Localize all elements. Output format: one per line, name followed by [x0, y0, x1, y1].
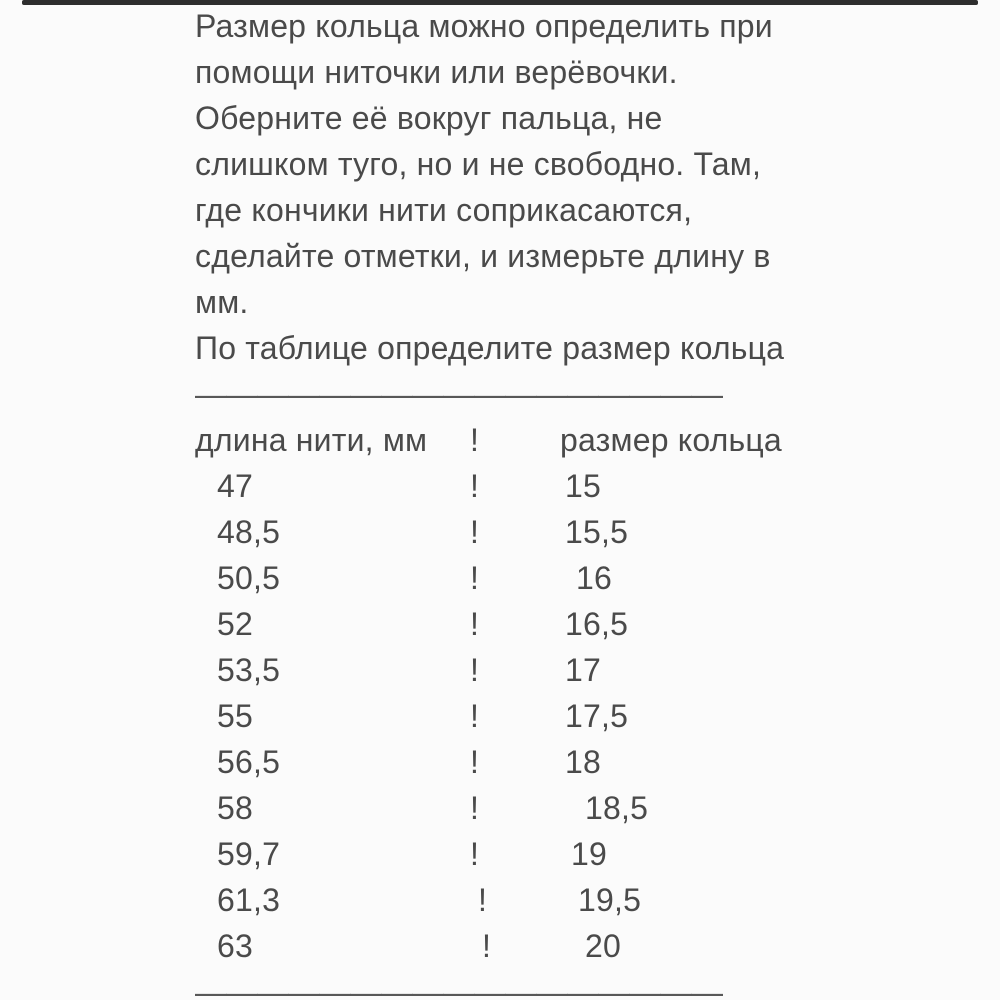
table-row: [195, 555, 955, 601]
separator-mark: !: [470, 836, 480, 872]
table-header-row: [195, 417, 955, 463]
paragraph-line: По таблице определите размер кольца: [195, 330, 785, 366]
table-row: [195, 647, 955, 693]
paragraph-line: слишком туго, но и не свободно. Там,: [195, 146, 762, 182]
separator-mark: !: [470, 744, 480, 780]
header-separator-mark: !: [470, 422, 480, 458]
ring-size-value: 15: [565, 468, 601, 504]
separator-mark: !: [470, 652, 480, 688]
paragraph-line: сделайте отметки, и измерьте длину в: [195, 238, 771, 274]
content-column: [195, 3, 955, 1000]
table-row: [195, 739, 955, 785]
thread-length-value: 50,5: [217, 560, 281, 596]
table-row: [195, 693, 955, 739]
ring-size-value: 16: [576, 560, 612, 596]
paragraph-line: помощи ниточки или верёвочки.: [195, 54, 678, 90]
thread-length-value: 47: [217, 468, 253, 504]
table-row: [195, 509, 955, 555]
table-row: [195, 463, 955, 509]
separator-mark: !: [470, 514, 480, 550]
separator-mark: !: [478, 882, 488, 918]
separator-mark: !: [470, 698, 480, 734]
table-row: [195, 601, 955, 647]
table-row: [195, 877, 955, 923]
ring-size-value: 20: [585, 928, 621, 964]
thread-length-value: 63: [217, 928, 253, 964]
column-header-thread-length: длина нити, мм: [195, 422, 428, 458]
ring-size-value: 16,5: [565, 606, 629, 642]
thread-length-value: 52: [217, 606, 253, 642]
table-row: [195, 923, 955, 969]
table-bottom-divider: —————————————————: [195, 974, 722, 1000]
column-header-ring-size: размер кольца: [560, 422, 782, 458]
ring-size-value: 18: [565, 744, 601, 780]
thread-length-value: 53,5: [217, 652, 281, 688]
separator-mark: !: [470, 790, 480, 826]
paragraph-line: где кончики нити соприкасаются,: [195, 192, 693, 228]
separator-mark: !: [482, 928, 492, 964]
ring-size-value: 17,5: [565, 698, 629, 734]
separator-mark: !: [470, 468, 480, 504]
thread-length-value: 59,7: [217, 836, 281, 872]
paragraph-line: Размер кольца можно определить при: [195, 8, 773, 44]
table-row: [195, 785, 955, 831]
thread-length-value: 58: [217, 790, 253, 826]
ring-size-value: 19,5: [578, 882, 642, 918]
thread-length-value: 56,5: [217, 744, 281, 780]
paragraph-line: мм.: [195, 284, 249, 320]
separator-mark: !: [470, 560, 480, 596]
ring-size-value: 17: [565, 652, 601, 688]
ring-size-value: 18,5: [585, 790, 649, 826]
ring-size-value: 15,5: [565, 514, 629, 550]
ring-size-value: 19: [571, 836, 607, 872]
table-row: [195, 831, 955, 877]
thread-length-value: 61,3: [217, 882, 281, 918]
thread-length-value: 48,5: [217, 514, 281, 550]
paragraph-line: Оберните её вокруг пальца, не: [195, 100, 663, 136]
separator-mark: !: [470, 606, 480, 642]
instruction-paragraph: [195, 3, 955, 371]
table-top-divider: —————————————————: [195, 376, 722, 412]
thread-length-value: 55: [217, 698, 253, 734]
table-rows: [195, 463, 955, 969]
